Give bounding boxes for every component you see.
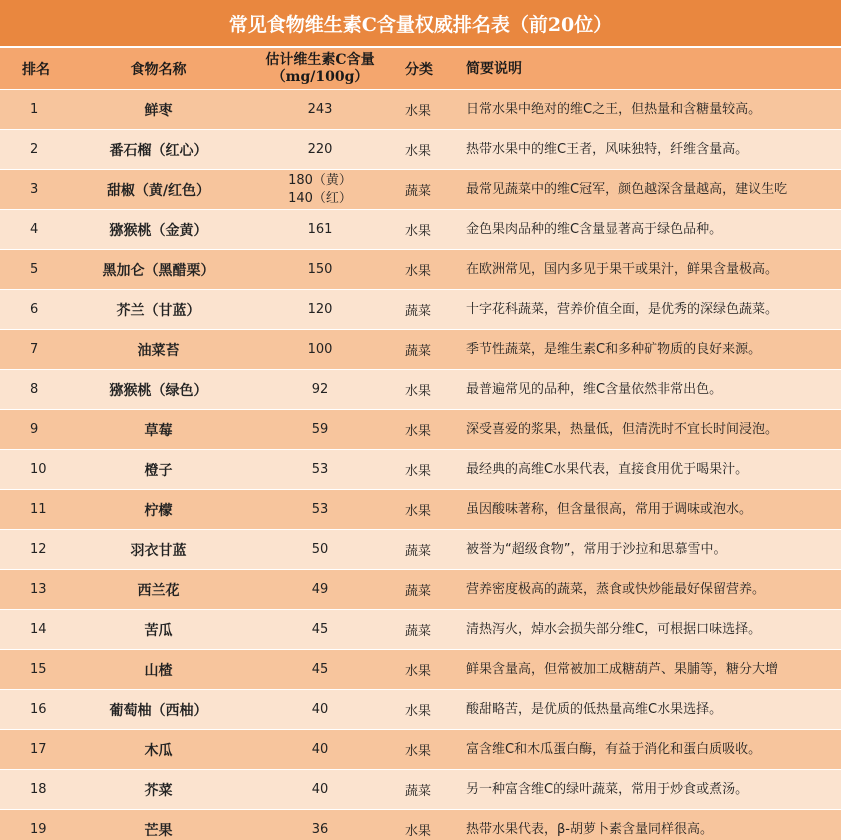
cell-vc-value: 40 bbox=[311, 781, 329, 797]
cell-rank: 18 bbox=[30, 782, 47, 797]
cell-vc-value: 161 bbox=[307, 221, 333, 237]
cell-food-name: 甜椒（黄/红色） bbox=[106, 182, 211, 199]
cell-food-name: 西兰花 bbox=[137, 582, 180, 599]
cell-vc-value: 150 bbox=[307, 261, 333, 277]
cell-vc-content bbox=[241, 821, 399, 839]
table-header-row bbox=[0, 48, 841, 90]
table-row bbox=[0, 530, 841, 570]
cell-category: 水果 bbox=[405, 664, 432, 679]
table-row bbox=[0, 330, 841, 370]
cell-vc-value: 53 bbox=[311, 501, 329, 517]
table-title: 常见食物维生素C含量权威排名表（前20位） bbox=[0, 0, 841, 48]
cell-description: 热带水果代表，β-胡萝卜素含量同样很高。 bbox=[466, 821, 713, 837]
cell-description: 鲜果含量高，但常被加工成糖葫芦、果脯等，糖分大增 bbox=[466, 661, 779, 677]
cell-vc-content bbox=[241, 621, 399, 639]
table-row bbox=[0, 490, 841, 530]
table-row bbox=[0, 170, 841, 210]
cell-category: 水果 bbox=[405, 824, 432, 839]
table-row bbox=[0, 810, 841, 840]
table-row bbox=[0, 410, 841, 450]
cell-vc-content bbox=[241, 421, 399, 439]
cell-description: 清热泻火，焯水会损失部分维C，可根据口味选择。 bbox=[466, 621, 762, 637]
table-row bbox=[0, 290, 841, 330]
cell-vc-content bbox=[241, 541, 399, 559]
cell-food-name: 柠檬 bbox=[144, 502, 173, 519]
cell-vc-content bbox=[241, 501, 399, 519]
cell-category: 蔬菜 bbox=[405, 584, 432, 599]
cell-food-name: 芒果 bbox=[144, 822, 173, 839]
cell-vc-content bbox=[241, 381, 399, 399]
cell-category: 水果 bbox=[405, 224, 432, 239]
cell-category: 水果 bbox=[405, 424, 432, 439]
cell-food-name: 羽衣甘蓝 bbox=[130, 542, 187, 559]
cell-vc-value: 40 bbox=[311, 741, 329, 757]
header-rank: 排名 bbox=[22, 61, 50, 78]
cell-rank: 5 bbox=[30, 262, 39, 277]
cell-food-name: 橙子 bbox=[144, 462, 173, 479]
cell-food-name: 番石榴（红心） bbox=[109, 142, 208, 159]
cell-description: 季节性蔬菜，是维生素C和多种矿物质的良好来源。 bbox=[466, 341, 762, 357]
cell-food-name: 葡萄柚（西柚） bbox=[109, 702, 208, 719]
cell-food-name: 油菜苔 bbox=[137, 342, 180, 359]
cell-rank: 12 bbox=[30, 542, 47, 557]
cell-vc-content bbox=[241, 461, 399, 479]
cell-rank: 19 bbox=[30, 822, 47, 837]
cell-rank: 8 bbox=[30, 382, 39, 397]
cell-vc-value: 220 bbox=[307, 141, 333, 157]
table-row bbox=[0, 370, 841, 410]
cell-description: 被誉为“超级食物”，常用于沙拉和思慕雪中。 bbox=[466, 541, 727, 557]
cell-category: 蔬菜 bbox=[405, 184, 432, 199]
cell-description: 最经典的高维C水果代表，直接食用优于喝果汁。 bbox=[466, 461, 749, 477]
cell-vc-content bbox=[241, 101, 399, 119]
cell-description: 十字花科蔬菜，营养价值全面，是优秀的深绿色蔬菜。 bbox=[466, 301, 779, 317]
table-row bbox=[0, 450, 841, 490]
table-row bbox=[0, 610, 841, 650]
cell-category: 蔬菜 bbox=[405, 544, 432, 559]
cell-vc-value: 45 bbox=[311, 661, 329, 677]
cell-description: 最普遍常见的品种，维C含量依然非常出色。 bbox=[466, 381, 723, 397]
cell-rank: 13 bbox=[30, 582, 47, 597]
header-vc-line2: （mg/100g） bbox=[271, 68, 369, 85]
cell-vc-value: 50 bbox=[311, 541, 329, 557]
cell-category: 蔬菜 bbox=[405, 784, 432, 799]
header-food-name: 食物名称 bbox=[130, 61, 187, 78]
cell-vc-value: 100 bbox=[307, 341, 333, 357]
cell-vc-value: 49 bbox=[311, 581, 329, 597]
header-category: 分类 bbox=[405, 61, 433, 78]
table-row bbox=[0, 90, 841, 130]
cell-vc-content bbox=[241, 781, 399, 799]
cell-rank: 2 bbox=[30, 142, 39, 157]
cell-rank: 7 bbox=[30, 342, 39, 357]
cell-rank: 3 bbox=[30, 182, 39, 197]
cell-vc-content bbox=[241, 341, 399, 359]
cell-description: 最常见蔬菜中的维C冠军，颜色越深含量越高，建议生吃 bbox=[466, 181, 788, 197]
cell-rank: 11 bbox=[30, 502, 47, 517]
cell-rank: 14 bbox=[30, 622, 47, 637]
cell-category: 水果 bbox=[405, 744, 432, 759]
cell-vc-content bbox=[241, 141, 399, 159]
table-row bbox=[0, 770, 841, 810]
cell-food-name: 芥兰（甘蓝） bbox=[116, 302, 201, 319]
table-row bbox=[0, 250, 841, 290]
cell-description: 富含维C和木瓜蛋白酶，有益于消化和蛋白质吸收。 bbox=[466, 741, 762, 757]
cell-vc-value-2: 140（红） bbox=[288, 190, 352, 206]
cell-description: 金色果肉品种的维C含量显著高于绿色品种。 bbox=[466, 221, 723, 237]
cell-food-name: 猕猴桃（金黄） bbox=[109, 222, 208, 239]
cell-rank: 9 bbox=[30, 422, 39, 437]
table-row bbox=[0, 730, 841, 770]
cell-category: 水果 bbox=[405, 104, 432, 119]
cell-description: 深受喜爱的浆果，热量低，但清洗时不宜长时间浸泡。 bbox=[466, 421, 779, 437]
table-row bbox=[0, 690, 841, 730]
table-row bbox=[0, 650, 841, 690]
cell-food-name: 鲜枣 bbox=[144, 102, 173, 119]
cell-vc-content bbox=[241, 301, 399, 319]
cell-vc-content bbox=[241, 261, 399, 279]
cell-vc-value: 243 bbox=[307, 101, 333, 117]
cell-vc-content bbox=[241, 581, 399, 599]
table-row bbox=[0, 130, 841, 170]
cell-description: 日常水果中绝对的维C之王，但热量和含糖量较高。 bbox=[466, 101, 762, 117]
cell-vc-value: 92 bbox=[311, 381, 329, 397]
cell-vc-value: 36 bbox=[311, 821, 329, 837]
cell-rank: 16 bbox=[30, 702, 47, 717]
cell-vc-value: 180（黄） bbox=[288, 172, 352, 188]
cell-description: 在欧洲常见，国内多见于果干或果汁，鲜果含量极高。 bbox=[466, 261, 779, 277]
cell-food-name: 草莓 bbox=[144, 422, 173, 439]
cell-category: 蔬菜 bbox=[405, 304, 432, 319]
cell-food-name: 木瓜 bbox=[144, 742, 173, 759]
cell-rank: 15 bbox=[30, 662, 47, 677]
cell-vc-content bbox=[241, 661, 399, 679]
cell-category: 水果 bbox=[405, 264, 432, 279]
cell-category: 水果 bbox=[405, 464, 432, 479]
cell-category: 水果 bbox=[405, 144, 432, 159]
cell-description: 营养密度极高的蔬菜，蒸食或快炒能最好保留营养。 bbox=[466, 581, 766, 597]
cell-food-name: 黑加仑（黑醋栗） bbox=[102, 262, 215, 279]
table-row bbox=[0, 210, 841, 250]
header-vc-line1: 估计维生素C含量 bbox=[265, 51, 375, 68]
cell-food-name: 芥菜 bbox=[144, 782, 173, 799]
cell-rank: 17 bbox=[30, 742, 47, 757]
cell-rank: 1 bbox=[30, 102, 39, 117]
cell-vc-value: 53 bbox=[311, 461, 329, 477]
cell-vc-content bbox=[241, 221, 399, 239]
cell-vc-value: 40 bbox=[311, 701, 329, 717]
cell-category: 蔬菜 bbox=[405, 344, 432, 359]
table-body bbox=[0, 90, 841, 840]
cell-rank: 6 bbox=[30, 302, 39, 317]
cell-vc-value: 59 bbox=[311, 421, 329, 437]
cell-vc-value: 45 bbox=[311, 621, 329, 637]
header-vc-content bbox=[241, 52, 399, 86]
cell-category: 水果 bbox=[405, 504, 432, 519]
cell-food-name: 猕猴桃（绿色） bbox=[109, 382, 208, 399]
cell-category: 蔬菜 bbox=[405, 624, 432, 639]
cell-rank: 10 bbox=[30, 462, 47, 477]
cell-category: 水果 bbox=[405, 384, 432, 399]
cell-description: 热带水果中的维C王者，风味独特，纤维含量高。 bbox=[466, 141, 749, 157]
cell-description: 另一种富含维C的绿叶蔬菜，常用于炒食或煮汤。 bbox=[466, 781, 749, 797]
cell-food-name: 苦瓜 bbox=[144, 622, 173, 639]
cell-vc-content bbox=[241, 172, 399, 208]
cell-description: 虽因酸味著称，但含量很高，常用于调味或泡水。 bbox=[466, 501, 753, 517]
cell-vc-content bbox=[241, 701, 399, 719]
cell-vc-content bbox=[241, 741, 399, 759]
cell-description: 酸甜略苦，是优质的低热量高维C水果选择。 bbox=[466, 701, 723, 717]
header-description: 简要说明 bbox=[466, 60, 522, 77]
table-row bbox=[0, 570, 841, 610]
cell-food-name: 山楂 bbox=[144, 662, 173, 679]
cell-category: 水果 bbox=[405, 704, 432, 719]
cell-vc-value: 120 bbox=[307, 301, 333, 317]
cell-rank: 4 bbox=[30, 222, 39, 237]
